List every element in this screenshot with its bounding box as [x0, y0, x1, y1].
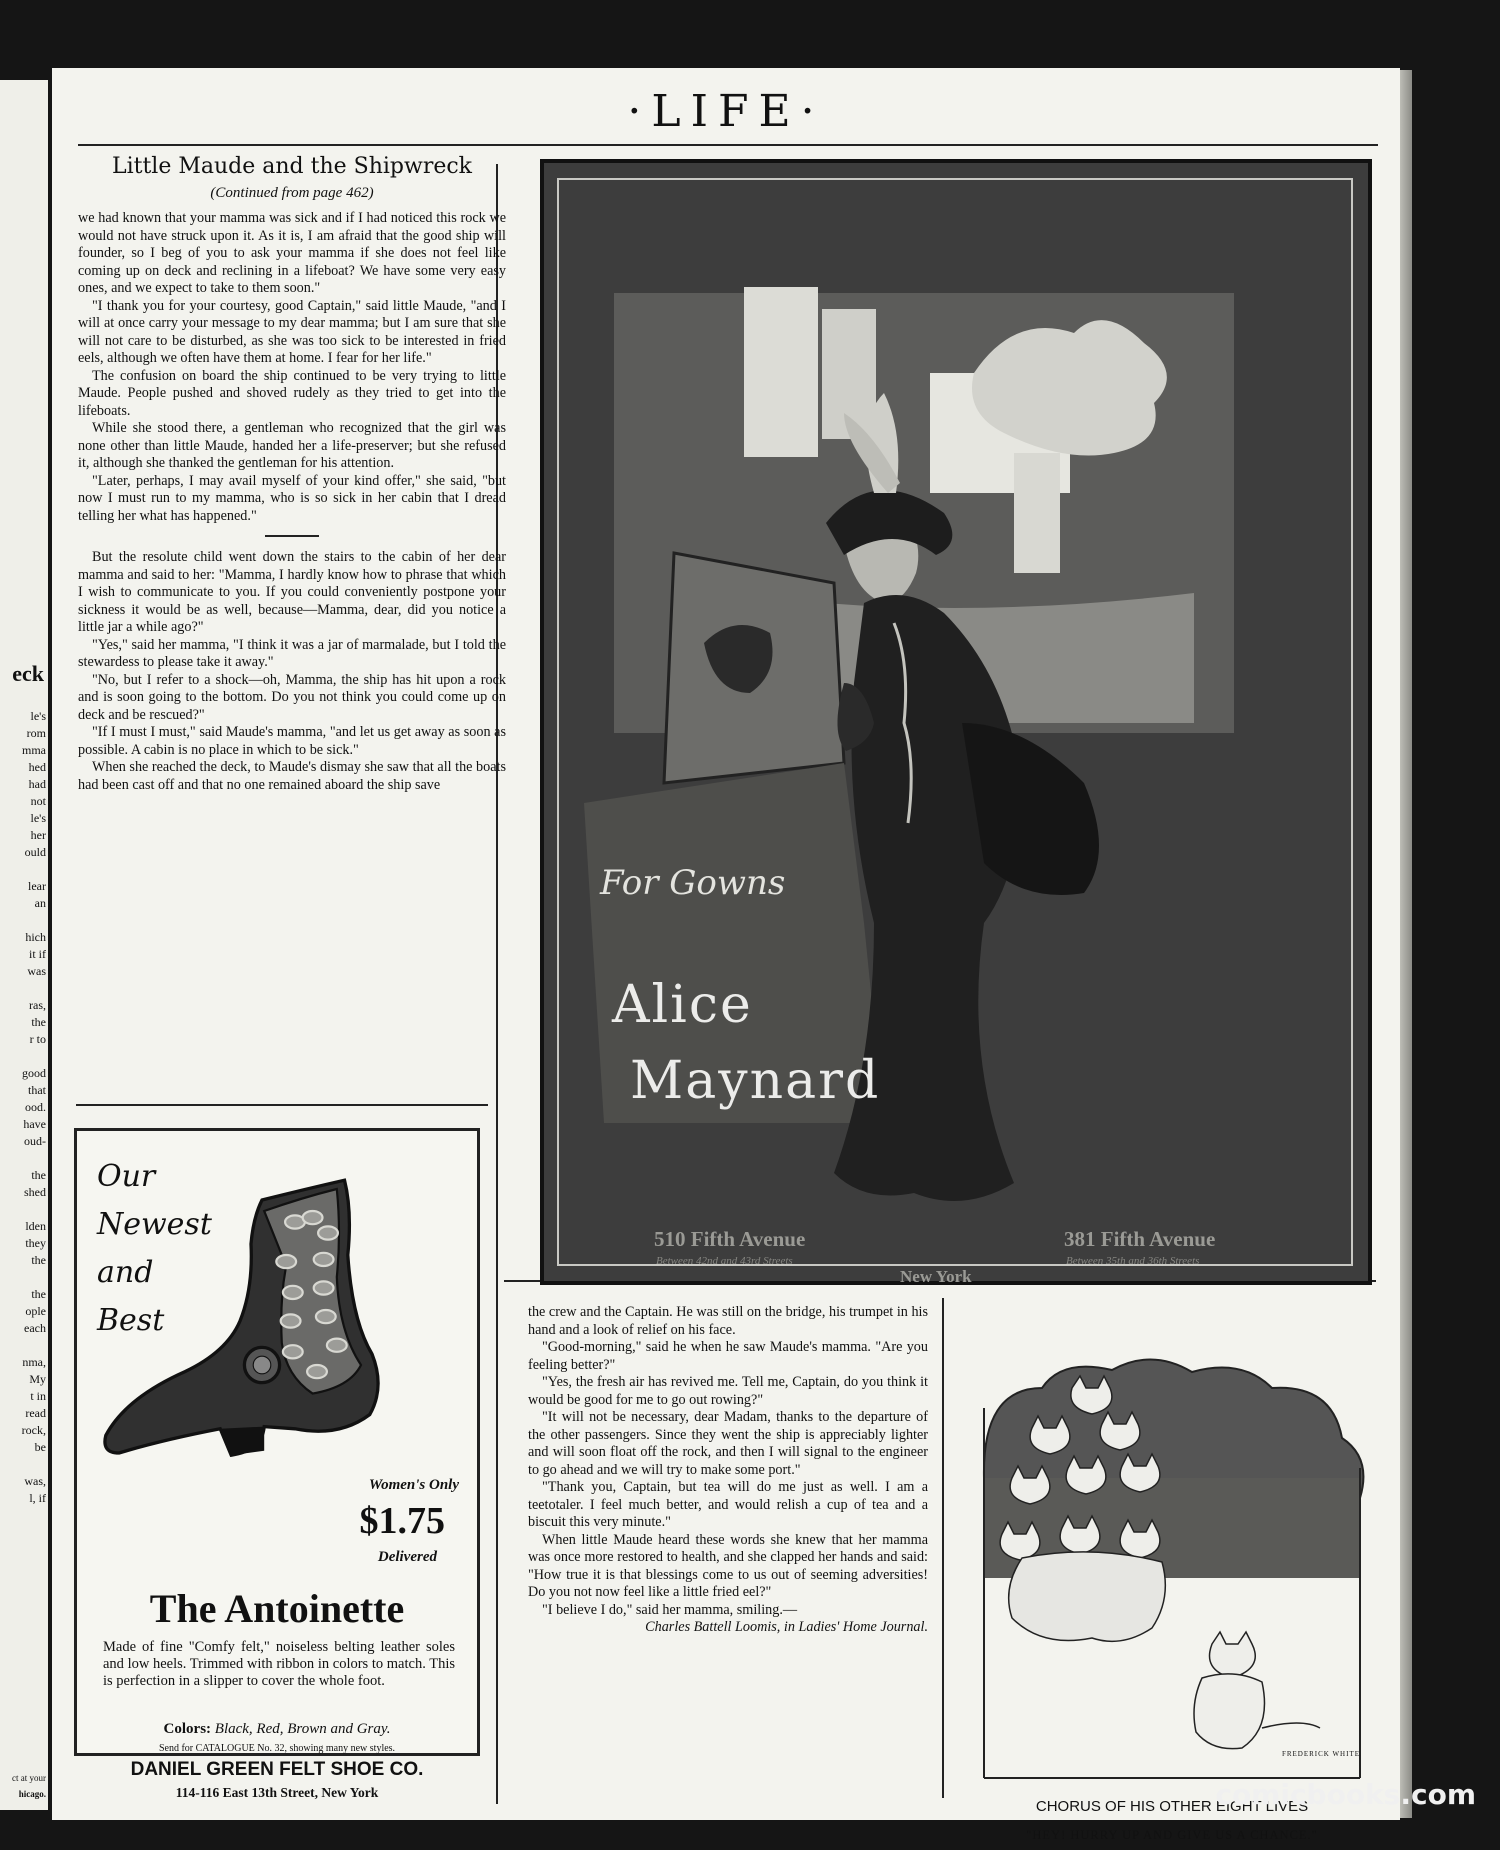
story-paragraph: "Later, perhaps, I may avail myself of your kind offer," she said, "but now I must run to my mamma, who is so sick in her cabin that I dread telling her what has happened."	[78, 472, 506, 524]
womens-only-label: Women's Only	[368, 1477, 459, 1493]
left-page-line-fragment: le's	[30, 811, 46, 825]
left-page-line-fragment: nma,	[22, 1355, 46, 1369]
slogan-line: and	[97, 1255, 154, 1290]
product-name: The Antoinette	[149, 1586, 405, 1631]
left-page-line-fragment: read	[25, 1406, 46, 1420]
left-page-line-fragment: shed	[24, 1185, 46, 1199]
left-page-line-fragment: mma	[22, 743, 46, 757]
store-address: 381 Fifth Avenue	[1064, 1227, 1216, 1251]
left-page-line-fragment: was	[27, 964, 46, 978]
colors-line	[77, 1721, 477, 1738]
story-paragraph: When little Maude heard these words she knew that her mamma was once more restored to health, and she clapped her hands and said: "How true it is that blessings come to us out of seeming adversities! Do you not now feel like a little fried eel?"	[528, 1531, 928, 1600]
story-paragraph: The confusion on board the ship continued to be very trying to little Maude. People pushed and shoved rudely as they tried to get into the lifeboats.	[78, 367, 506, 419]
slogan-line: Newest	[97, 1207, 212, 1242]
brand-name-line2: Maynard	[630, 1051, 881, 1111]
left-page-line-fragment: good	[22, 1066, 46, 1080]
store-address: 510 Fifth Avenue	[654, 1227, 806, 1251]
left-page-line-fragment: be	[34, 1440, 46, 1454]
masthead-rule	[78, 144, 1378, 146]
left-page-line-fragment: each	[24, 1321, 46, 1335]
story-paragraph: "Yes," said her mamma, "I think it was a jar of marmalade, but I told the stewardess to please take it away."	[78, 636, 506, 670]
left-page-line-fragment: lden	[25, 1219, 46, 1233]
artist-signature: FREDERICK WHITE	[1281, 1750, 1360, 1758]
shoe-advertisement	[74, 1128, 480, 1800]
left-page-line-fragment: that	[28, 1083, 46, 1097]
left-page-line-fragment: ople	[25, 1304, 46, 1318]
story-end-rule	[76, 1104, 488, 1106]
story-paragraph: "It will not be necessary, dear Madam, thanks to the departure of the other passengers. Since they went the ship is appreciably lighter and will soon float off the rock, and then I will signal to the engineer to go ahead and we will try to make some port."	[528, 1409, 928, 1478]
story-paragraph: While she stood there, a gentleman who recognized that the girl was none other than little Maude, handed her a life-preserver; but she refused it, although she thanked the gentleman for his attention.	[78, 420, 506, 471]
shoe-illustration	[97, 1171, 427, 1471]
story-paragraph: When she reached the deck, to Maude's dismay she saw that all the boats had been cast off and that no one remained aboard the ship save	[78, 759, 506, 793]
store-city: New York	[900, 1267, 972, 1286]
left-page-line-fragment: not	[30, 794, 46, 808]
left-page-line-fragment: ras,	[29, 998, 46, 1012]
left-page-bottom-fragment: hicago.	[18, 1789, 46, 1799]
left-page-line-fragment: My	[29, 1372, 46, 1386]
left-page-line-fragment: the	[31, 1287, 46, 1301]
left-page-line-fragment: rock,	[21, 1423, 46, 1437]
left-page-line-fragment: hich	[25, 930, 46, 944]
left-page-line-fragment: r to	[29, 1032, 46, 1046]
left-page-line-fragment: ood.	[25, 1100, 46, 1114]
left-page-title-fragment: eck	[12, 661, 44, 686]
store-address-note: Between 35th and 36th Streets	[1066, 1255, 1200, 1267]
cartoon-illustration	[972, 1348, 1372, 1778]
left-page-line-fragment: it if	[29, 947, 46, 961]
slogan-line: Our	[97, 1159, 156, 1194]
left-page-line-fragment: the	[31, 1015, 46, 1029]
company-address: 114-116 East 13th Street, New York	[175, 1785, 379, 1800]
store-address-note: Between 42nd and 43rd Streets	[656, 1255, 793, 1267]
left-page-line-fragment: hed	[28, 760, 46, 774]
masthead: ·LIFE·	[627, 86, 825, 137]
gown-illustration	[544, 163, 1368, 1281]
left-page-line-fragment: le's	[30, 709, 46, 723]
left-page-line-fragment: was,	[24, 1474, 46, 1488]
story-continuation	[528, 1304, 928, 1637]
left-page-line-fragment: an	[34, 896, 46, 910]
story-paragraph: "No, but I refer to a shock—oh, Mamma, the ship has hit upon a rock and is soon going to the bottom. Do you not think you could come up on deck and be rescued?"	[78, 671, 506, 723]
left-page-line-fragment: l, if	[29, 1491, 46, 1505]
left-page-line-fragment: ould	[24, 845, 46, 859]
story-paragraph: But the resolute child went down the stairs to the cabin of her dear mamma and said to her: "Mamma, I hardly know how to phrase that which I wish to communicate to you. If you could conveniently postpone your sickness it would be as well, because—Mamma, dear, did you notice a little jar a while ago?"	[78, 549, 506, 635]
story-paragraph: "Thank you, Captain, but tea will do me just as well. I am a teetotaler. I feel much better, and would relish a cup of tea and a biscuit this very minute."	[528, 1479, 928, 1530]
left-page-line-fragment: lear	[28, 879, 46, 893]
story-paragraph: "I thank you for your courtesy, good Captain," said little Maude, "and I will at once carry your message to my dear mamma; but I am sure that she will not care to be disturbed, as she was too sick to be interested in fried eels, although we often have them at home. I fear for her life."	[78, 297, 506, 366]
delivered-label: Delivered	[377, 1549, 437, 1565]
price: $1.75	[359, 1500, 445, 1542]
slogan-line: Best	[97, 1303, 165, 1338]
left-page-line-fragment: her	[30, 828, 46, 842]
gown-tagline: For Gowns	[600, 863, 786, 903]
story-paragraph: "I believe I do," said her mamma, smiling.—	[542, 1601, 798, 1618]
company-name: DANIEL GREEN FELT SHOE CO.	[130, 1759, 424, 1780]
left-page-line-fragment: had	[28, 777, 46, 791]
catalogue-note: Send for CATALOGUE No. 32, showing many new styles.	[158, 1743, 396, 1754]
section-separator	[265, 535, 319, 537]
story-column	[78, 154, 506, 794]
left-page-line-fragment: have	[23, 1117, 46, 1131]
brand-name-line1: Alice	[612, 975, 753, 1035]
left-page-line-fragment: rom	[26, 726, 46, 740]
page-edge	[1400, 70, 1412, 1818]
story-subtitle: (Continued from page 462)	[210, 185, 374, 201]
story-paragraph: we had known that your mamma was sick and if I had noticed this rock we would not have struck upon it. As it is, I am afraid that the good ship will founder, so I beg of you to ask your mamma if she does not feel like coming up on deck and reclining in a lifeboat? We have some very easy ones, and we expect to take to them soon."	[78, 210, 506, 296]
left-page-line-fragment: oud-	[24, 1134, 46, 1148]
left-page-line-fragment: the	[31, 1168, 46, 1182]
left-page-line-fragment: the	[31, 1253, 46, 1267]
magazine-page	[52, 68, 1400, 1842]
story-paragraph: "If I must I must," said Maude's mamma, "and let us get away as soon as possible. A cabin is no place in which to be sick."	[78, 724, 506, 758]
story-attribution: Charles Battell Loomis, in Ladies' Home Journal.	[645, 1619, 928, 1635]
cartoon-column-rule	[942, 1298, 944, 1798]
colors-label: Colors:	[163, 1721, 212, 1737]
cartoon-quote: "HEY! HURRY UP AND GIVE US A CHANCE."	[1026, 1828, 1318, 1842]
left-page-line-fragment: t in	[30, 1389, 46, 1403]
story-title: Little Maude and the Shipwreck	[111, 154, 473, 179]
left-page-bottom-fragment: ct at your	[12, 1773, 46, 1783]
left-page-sliver	[0, 80, 48, 1810]
gown-advertisement	[540, 159, 1372, 1285]
product-description: Made of fine "Comfy felt," noiseless belting leather soles and low heels. Trimmed with ribbon in colors to match. This is perfection in a slipper to cover the whole foot.	[103, 1639, 455, 1689]
site-watermark: comicbooks.com	[1215, 1778, 1476, 1811]
cartoon-caption: CHORUS OF HIS OTHER EIGHT LIVES	[1035, 1798, 1309, 1815]
story-paragraph: "Yes, the fresh air has revived me. Tell me, Captain, do you think it would be good for me to go out rowing?"	[528, 1374, 928, 1408]
left-page-line-fragment: they	[25, 1236, 46, 1250]
colors-value: Black, Red, Brown and Gray.	[214, 1721, 391, 1737]
story-paragraph: the crew and the Captain. He was still on the bridge, his trumpet in his hand and a look of relief on his face.	[528, 1304, 928, 1338]
story-paragraph: "Good-morning," said he when he saw Maude's mamma. "Are you feeling better?"	[528, 1339, 928, 1373]
